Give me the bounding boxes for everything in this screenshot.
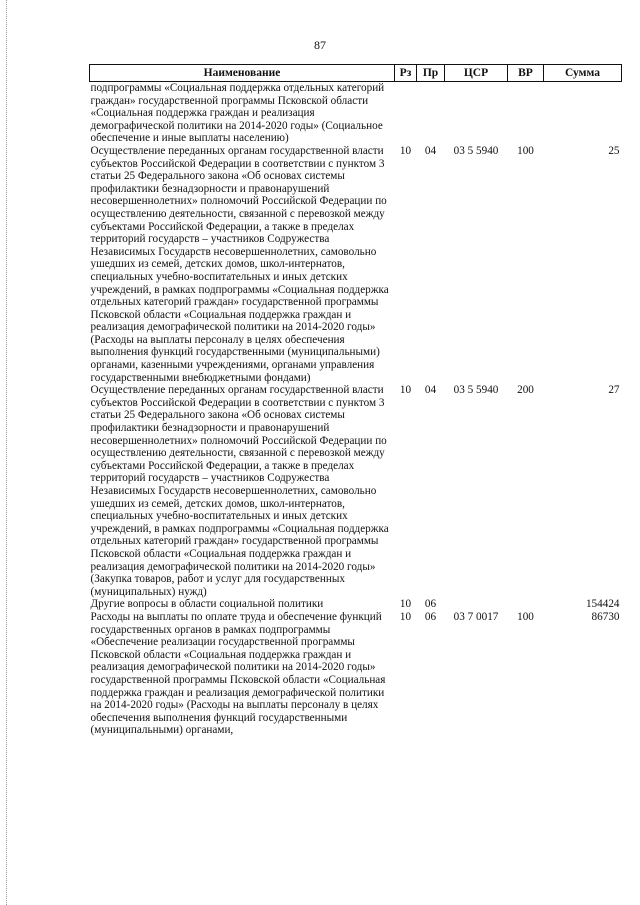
row-pr: 04 bbox=[424, 384, 437, 397]
row-vr: 100 bbox=[517, 144, 534, 157]
row-sum bbox=[544, 82, 622, 145]
row-rz: 10 bbox=[399, 144, 412, 157]
header-pr: Пр bbox=[417, 65, 445, 82]
row-sum: 86730 bbox=[591, 610, 620, 623]
table-row bbox=[90, 145, 622, 384]
row-vr: 100 bbox=[517, 610, 534, 623]
row-pr: 04 bbox=[424, 144, 437, 157]
row-rz: 10 bbox=[399, 610, 412, 623]
budget-table bbox=[89, 64, 622, 737]
row-sum: 27 bbox=[608, 384, 620, 397]
row-csr bbox=[445, 598, 508, 611]
row-name: Осуществление переданных органам государственной власти субъектов Российской Федерации в соответствии с пунктом 3 статьи 25 Федерального закона «Об основах системы профилактики безнадзорности и правонарушений несовершеннолетних» полномочий Российской Федерации по осуществлению деятельности, связанной с перевозкой между субъектами Российской Федерации, а также в пределах территорий государств – участников Содружества Независимых Государств несовершеннолетних, самовольно ушедших из семей, детских домов, школ-интернатов, специальных учебно-воспитательных и иных детских учреждений, в рамках подпрограммы «Социальная поддержка отдельных категорий граждан» государственной программы Псковской области «Социальная поддержка граждан и реализация демографической политики на 2014-2020 годы» (Закупка товаров, работ и услуг для государственных (муниципальных) нужд) bbox=[90, 384, 389, 598]
row-csr bbox=[445, 82, 508, 145]
header-name: Наименование bbox=[90, 65, 395, 82]
header-vr: ВР bbox=[508, 65, 544, 82]
row-name: подпрограммы «Социальная поддержка отдельных категорий граждан» государственной программы Псковской области «Социальная поддержка граждан и реализация демографической политики на 2014-2020 годы» (Социальное обеспечение и иные выплаты населению) bbox=[90, 82, 385, 145]
row-vr bbox=[508, 82, 544, 145]
row-name: Осуществление переданных органам государственной власти субъектов Российской Федерации в соответствии с пунктом 3 статьи 25 Федерального закона «Об основах системы профилактики безнадзорности и правонарушений несовершеннолетних» полномочий Российской Федерации по осуществлению деятельности, связанной с перевозкой между субъектами Российской Федерации, а также в пределах территорий государств – участников Содружества Независимых Государств несовершеннолетних, самовольно ушедших из семей, детских домов, школ-интернатов, специальных учебно-воспитательных и иных детских учреждений, в рамках подпрограммы «Социальная поддержка отдельных категорий граждан» государственной программы Псковской области «Социальная поддержка граждан и реализация демографической политики на 2014-2020 годы» (Расходы на выплаты персоналу в целях обеспечения выполнения функций государственными (муниципальными) органами, казенными учреждениями, органами управления государственными внебюджетными фондами) bbox=[90, 144, 389, 384]
table-row bbox=[90, 384, 622, 598]
row-csr: 03 5 5940 bbox=[453, 384, 499, 397]
table-row bbox=[90, 598, 622, 611]
row-pr: 06 bbox=[424, 598, 437, 611]
row-rz bbox=[395, 82, 417, 145]
scan-edge bbox=[6, 0, 8, 905]
row-pr bbox=[417, 82, 445, 145]
row-csr: 03 5 5940 bbox=[453, 144, 499, 157]
row-name: Другие вопросы в области социальной политики bbox=[90, 598, 324, 611]
table-row bbox=[90, 82, 622, 145]
row-name: Расходы на выплаты по оплате труда и обеспечение функций государственных органов в рамках подпрограммы «Обеспечение реализации государственной программы Псковской области «Социальная поддержка граждан и реализация демографической политики на 2014-2020 годы» государственной программы Псковской области «Социальная поддержка граждан и реализация демографической политики на 2014-2020 годы» (Расходы на выплаты персоналу в целях обеспечения выполнения функций государственными (муниципальными) органами, bbox=[90, 610, 386, 737]
table-row bbox=[90, 611, 622, 737]
budget-table-container bbox=[89, 64, 621, 737]
row-vr: 200 bbox=[517, 384, 534, 397]
header-csr: ЦСР bbox=[445, 65, 508, 82]
row-pr: 06 bbox=[424, 610, 437, 623]
row-rz: 10 bbox=[399, 384, 412, 397]
row-sum: 154424 bbox=[585, 598, 620, 611]
table-header-row bbox=[90, 65, 622, 82]
row-rz: 10 bbox=[399, 598, 412, 611]
row-sum: 25 bbox=[608, 144, 620, 157]
header-rz: Рз bbox=[395, 65, 417, 82]
page-number: 87 bbox=[314, 38, 326, 52]
row-vr bbox=[508, 598, 544, 611]
row-csr: 03 7 0017 bbox=[453, 610, 499, 623]
header-sum: Сумма bbox=[544, 65, 622, 82]
